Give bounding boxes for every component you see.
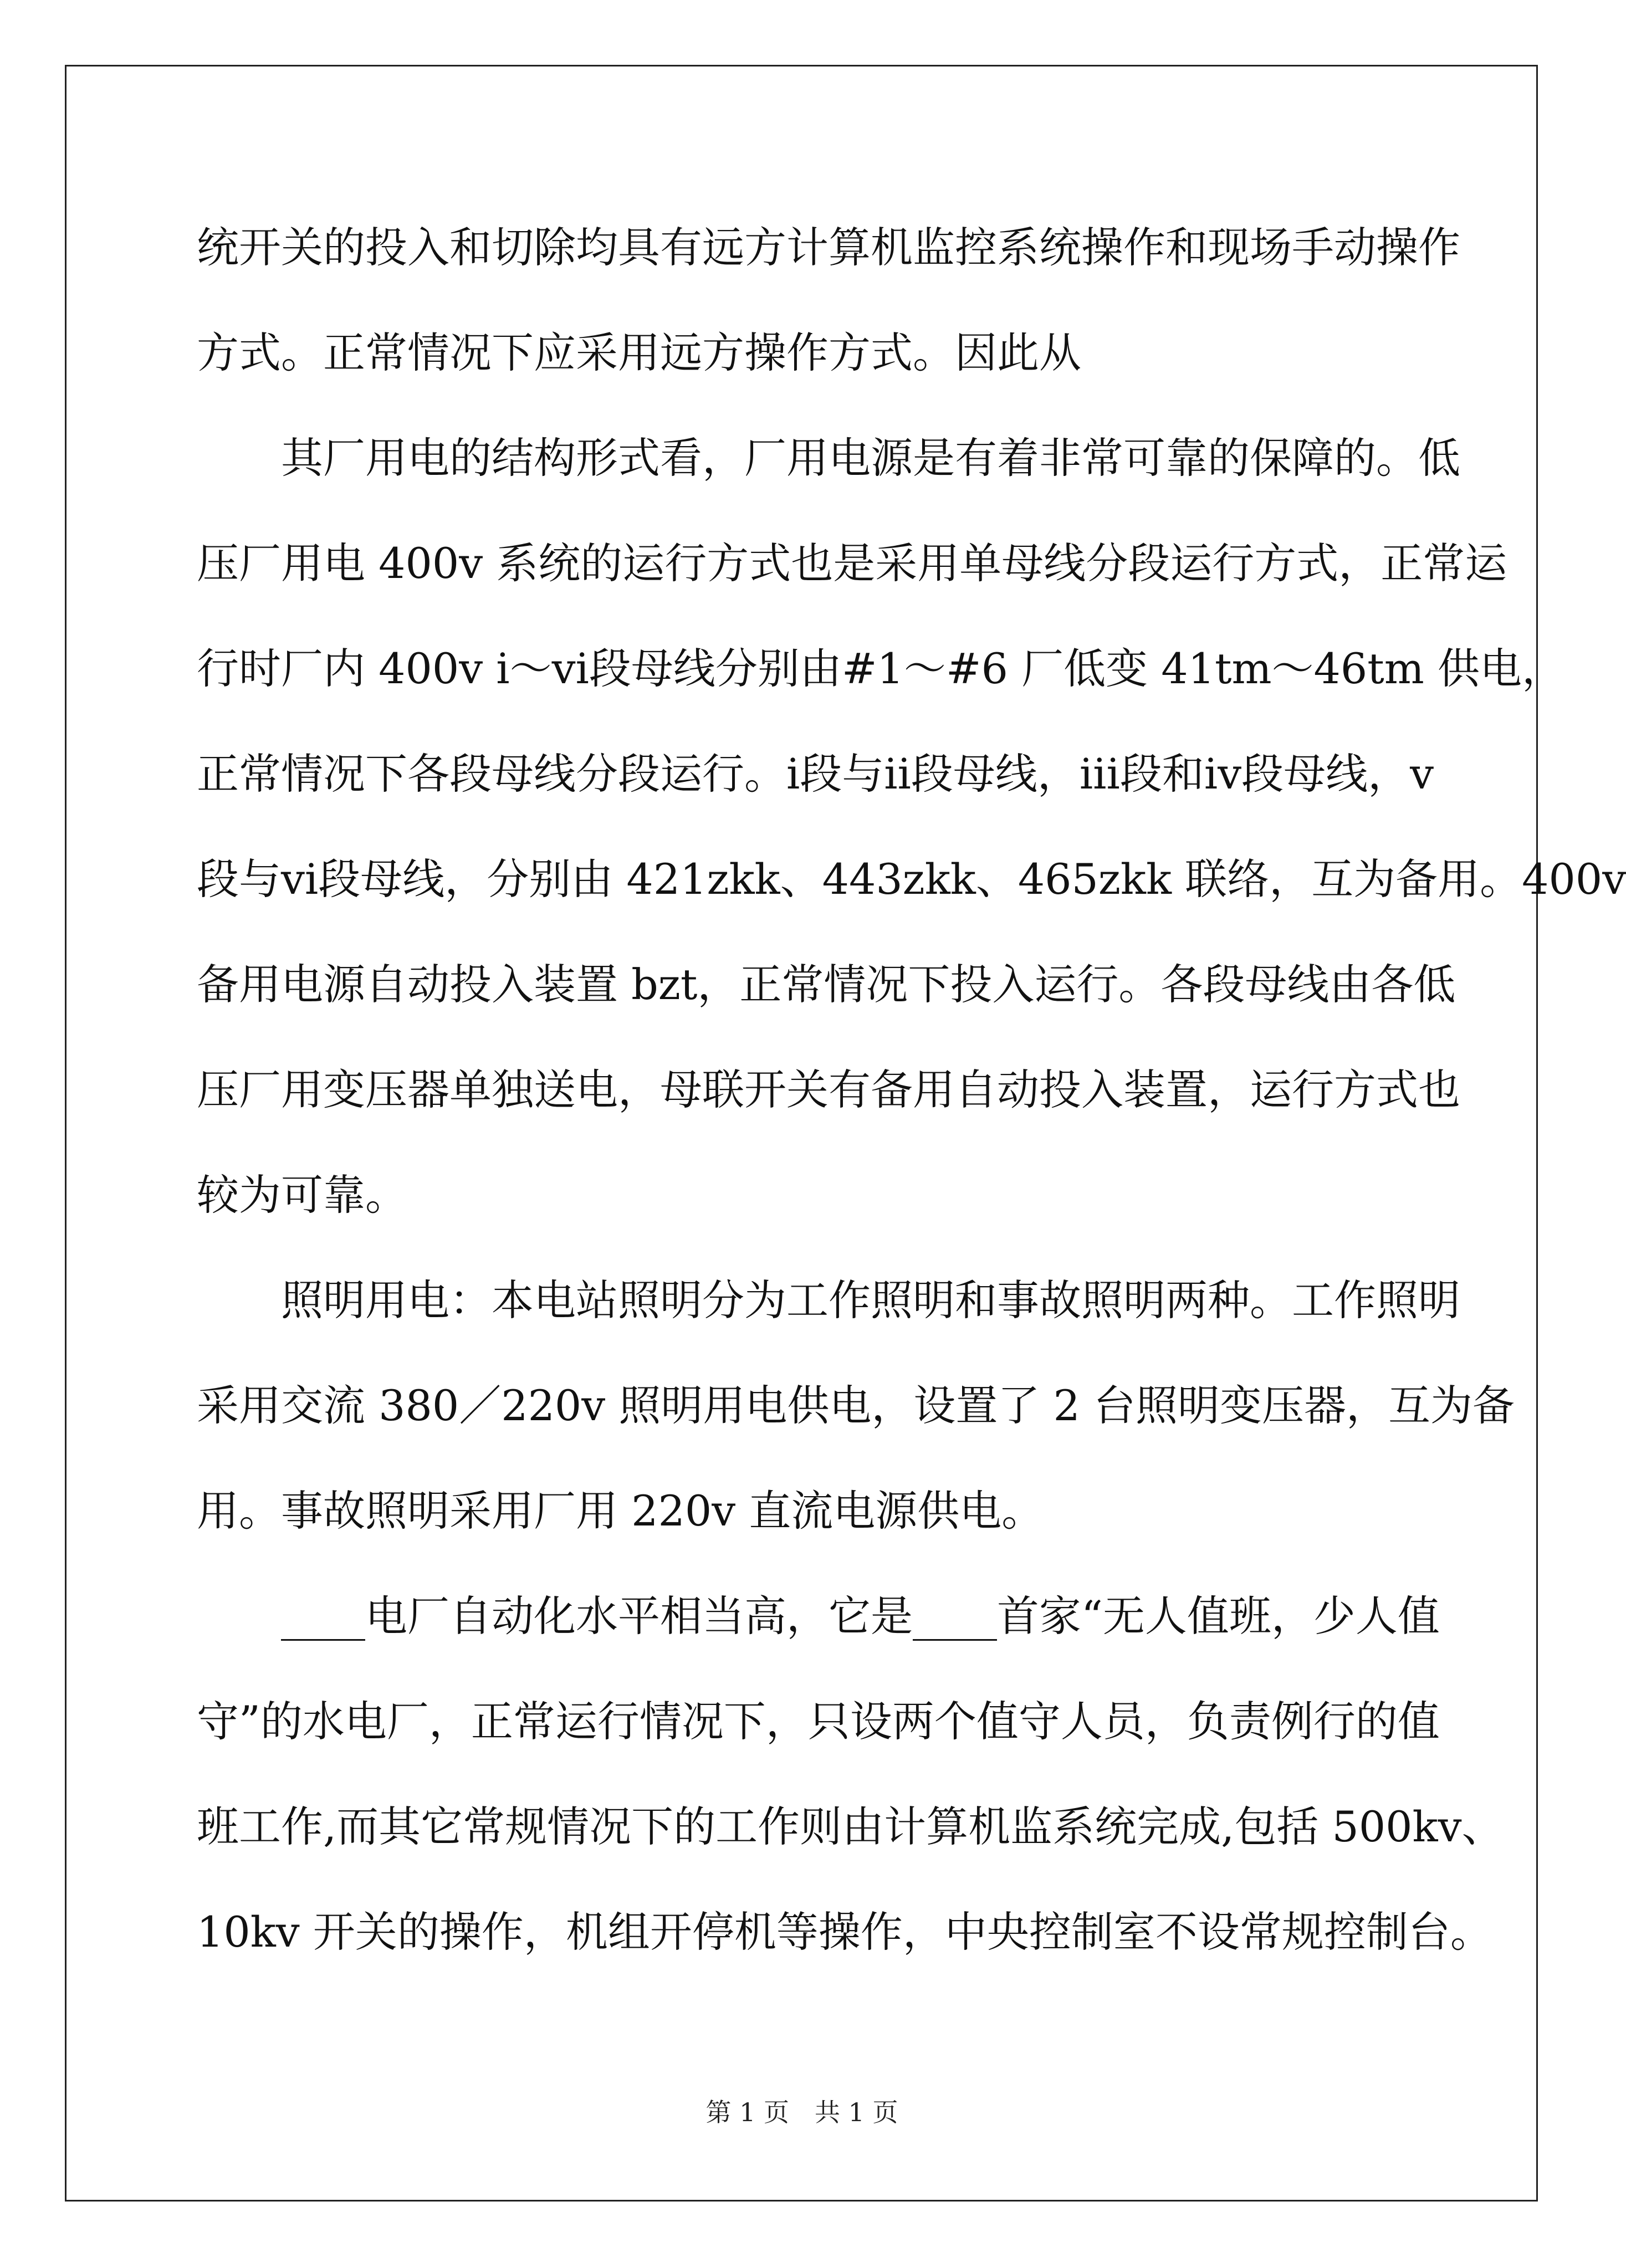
text-line: 班工作,而其它常规情况下的工作则由计算机监系统完成,包括 500kv、 — [197, 1802, 1504, 1851]
text-line: 压厂用变压器单独送电，母联开关有备用自动投入装置，运行方式也 — [197, 1065, 1460, 1114]
text-line: 较为可靠。 — [197, 1170, 407, 1220]
text-line: 备用电源自动投入装置 bzt，正常情况下投入运行。各段母线由各低 — [197, 960, 1456, 1009]
text-line: 压厂用电 400v 系统的运行方式也是采用单母线分段运行方式，正常运 — [197, 539, 1507, 588]
text-line: 行时厂内 400v ⅰ～ⅵ段母线分别由#1～#6 厂低变 41tm～46tm 供电， — [197, 644, 1564, 693]
page-footer: 第 1 页 共 1 页 — [705, 2097, 898, 2127]
text-line: ____电厂自动化水平相当高，它是____首家“无人值班，少人值 — [197, 1591, 1440, 1641]
text-line: 正常情况下各段母线分段运行。ⅰ段与ⅱ段母线，ⅲ段和ⅳ段母线，ⅴ — [197, 749, 1434, 798]
text-line: 统开关的投入和切除均具有远方计算机监控系统操作和现场手动操作 — [197, 223, 1460, 272]
document-body — [197, 195, 1626, 1985]
text-line: 采用交流 380／220v 照明用电供电，设置了 2 台照明变压器，互为备 — [197, 1381, 1515, 1430]
text-line: 其厂用电的结构形式看，厂用电源是有着非常可靠的保障的。低 — [197, 433, 1460, 483]
text-line: 方式。正常情况下应采用远方操作方式。因此从 — [197, 328, 1081, 377]
text-line: 段与ⅵ段母线，分别由 421zkk、443zkk、465zkk 联络，互为备用。400v — [197, 854, 1626, 904]
text-line: 10kv 开关的操作，机组开停机等操作，中央控制室不设常规控制台。 — [197, 1907, 1492, 1957]
text-line: 守”的水电厂，正常运行情况下，只设两个值守人员，负责例行的值 — [197, 1697, 1440, 1746]
text-line: 用。事故照明采用厂用 220v 直流电源供电。 — [197, 1486, 1044, 1535]
text-line: 照明用电：本电站照明分为工作照明和事故照明两种。工作照明 — [197, 1276, 1460, 1325]
